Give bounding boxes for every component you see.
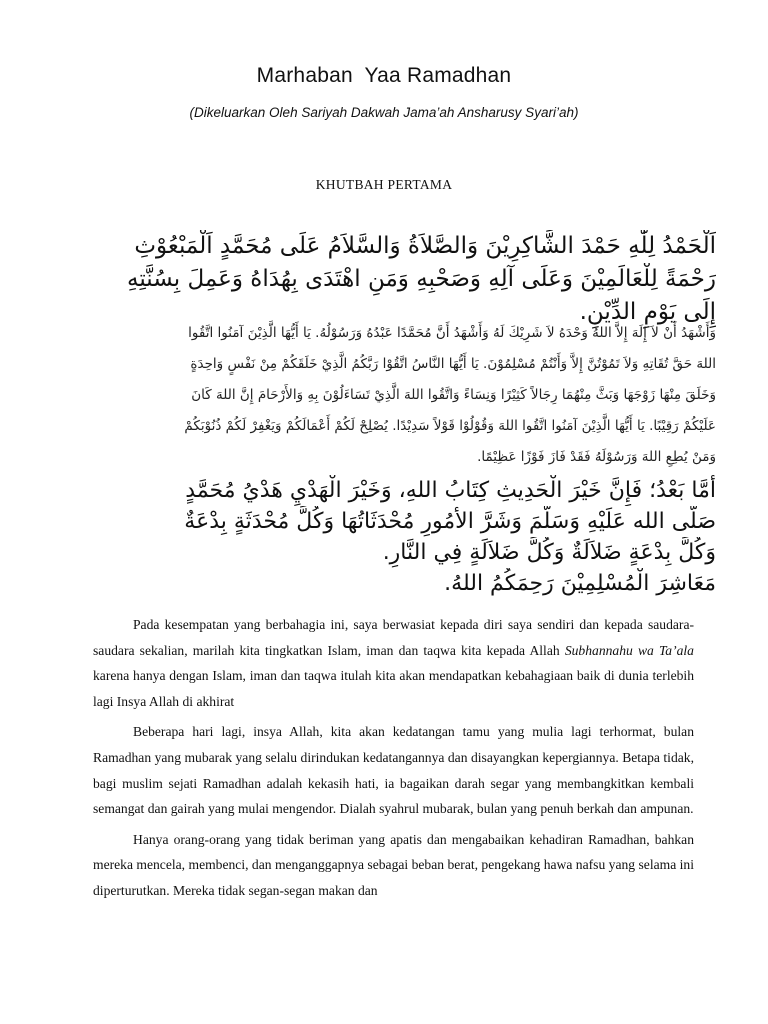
arabic-opening-line: رَحْمَةً لِلْعَالَمِيْنَ وَعَلَى آلِهِ وَصَحْبِهِ وَمَنِ اهْتَدَى بِهُدَاهُ وَعَمِلَ بِسُنَّتِهِ <box>127 266 716 292</box>
arabic-syahadat-line: عَلَيْكُمْ رَقِيْبًا. يَا أَيُّهَا الَّذِيْنَ آمَنُوا اتَّقُوا اللهَ وَقُوْلُوْا قَوْلاً سَدِيْدًا. يُصْلِحْ لَكُمْ أَعْمَالَكُمْ وَيَغْفِرْ لَكُمْ ذُنُوْبَكُمْ <box>184 418 716 434</box>
sermon-body <box>93 612 694 909</box>
paragraph-1 <box>93 612 694 714</box>
arabic-amma-badu <box>52 475 716 599</box>
arabic-syahadat-line: وَمَنْ يُطِعِ اللهَ وَرَسُوْلَهُ فَقَدْ فَازَ فَوْزًا عَظِيْمًا. <box>477 449 716 465</box>
section-heading: KHUTBAH PERTAMA <box>315 177 453 192</box>
arabic-closing-line: مَعَاشِرَ الْمُسْلِمِيْنَ رَحِمَكُمُ اللهُ. <box>444 571 716 596</box>
arabic-opening-line: إِلَى يَوْمِ الدِّيْنِ. <box>579 299 716 325</box>
document-title: Marhaban Yaa Ramadhan <box>256 64 512 87</box>
arabic-closing-line: وَكُلَّ بِدْعَةٍ ضَلاَلَةٌ وَكُلَّ ضَلاَلَةٍ فِي النَّارِ. <box>382 540 716 565</box>
paragraph-1-text-a: Pada kesempatan yang berbahagia ini, saya berwasiat kepada diri saya sendiri dan kepada saudara-saudara sekalian, marilah kita tingkatkan Islam, iman dan taqwa kita kepada Allah <box>93 617 694 658</box>
paragraph-3: Hanya orang-orang yang tidak beriman yang apatis dan mengabaikan kehadiran Ramadhan, bahkan mereka mencela, membenci, dan menganggapnya sebagai beban berat, pengekang hawa nafsu yang selama ini diperturutkan. Mereka tidak segan-segan makan dan <box>93 831 694 898</box>
paragraph-1-text-b: karena hanya dengan Islam, iman dan taqwa itulah kita akan mendapatkan kebahagiaan baik di dunia terlebih lagi Insya Allah di akhirat <box>93 668 694 709</box>
arabic-closing-line: صَلَّى الله عَلَيْهِ وَسَلَّمَ وَشَرَّ الأُمُورِ مُحْدَثَاتُهَا وَكُلَّ مُحْدَثَةٍ بِدْعَةٌ <box>184 509 716 534</box>
paragraph-1-italic: Subhannahu wa Ta’ala <box>564 642 694 658</box>
arabic-syahadat-line: اللهَ حَقَّ تُقَاتِهِ وَلاَ تَمُوْتُنَّ إِلاَّ وَأَنْتُمْ مُسْلِمُوْنَ. يَا أَيُّهَا النَّاسُ اتَّقُوْا رَبَّكُمُ الَّذِيْ خَلَقَكُمْ مِنْ نَفْسٍ وَاحِدَةٍ <box>190 356 716 372</box>
arabic-syahadat-line: وَخَلَقَ مِنْهَا زَوْجَهَا وَبَثَّ مِنْهُمَا رِجَالاً كَثِيْرًا وَنِسَاءً وَاتَّقُوا اللهَ الَّذِيْ تَسَاءَلُوْنَ بِهِ وَالأَرْحَامَ إِنَّ اللهَ كَانَ <box>191 387 716 403</box>
arabic-opening-praise <box>52 230 716 329</box>
paragraph-2: Beberapa hari lagi, insya Allah, kita akan kedatangan tamu yang mulia lagi terhormat, bulan Ramadhan yang mubarak yang selalu dirindukan kedatangannya dan disayangkan kepergiannya. Betapa tidak, bagi muslim sejati Ramadhan adalah kekasih hati, ia bagaikan darah segar yang membangkitkan kembali semangat dan gairah yang mulai mengendor. Dialah syahrul mubarak, bulan yang penuh berkah dan ampunan. <box>93 724 694 817</box>
arabic-syahadat-line: وَأَشْهَدُ أَنْ لاَ إِلَهَ إِلاَّ اللهُ وَحْدَهُ لاَ شَرِيْكَ لَهُ وَأَشْهَدُ أَنَّ مُحَمَّدًا عَبْدُهُ وَرَسُوْلُهُ. يَا أَيُّهَا الَّذِيْنَ آمَنُوا اتَّقُوا <box>188 325 716 341</box>
document-subtitle: (Dikeluarkan Oleh Sariyah Dakwah Jama’ah Ansharusy Syari’ah) <box>189 105 579 120</box>
arabic-syahadat-verses <box>52 318 716 473</box>
arabic-opening-line: اَلْحَمْدُ لِلّٰهِ حَمْدَ الشَّاكِرِيْنَ وَالصَّلاَةُ وَالسَّلاَمُ عَلَى مُحَمَّدٍ اَلْمَبْعُوْثِ <box>134 233 716 259</box>
arabic-closing-line: أَمَّا بَعْدُ؛ فَإِنَّ خَيْرَ الْحَدِيثِ كِتَابُ اللهِ، وَخَيْرَ الْهَدْيِ هَدْيُ مُحَمَّدٍ <box>185 478 716 503</box>
